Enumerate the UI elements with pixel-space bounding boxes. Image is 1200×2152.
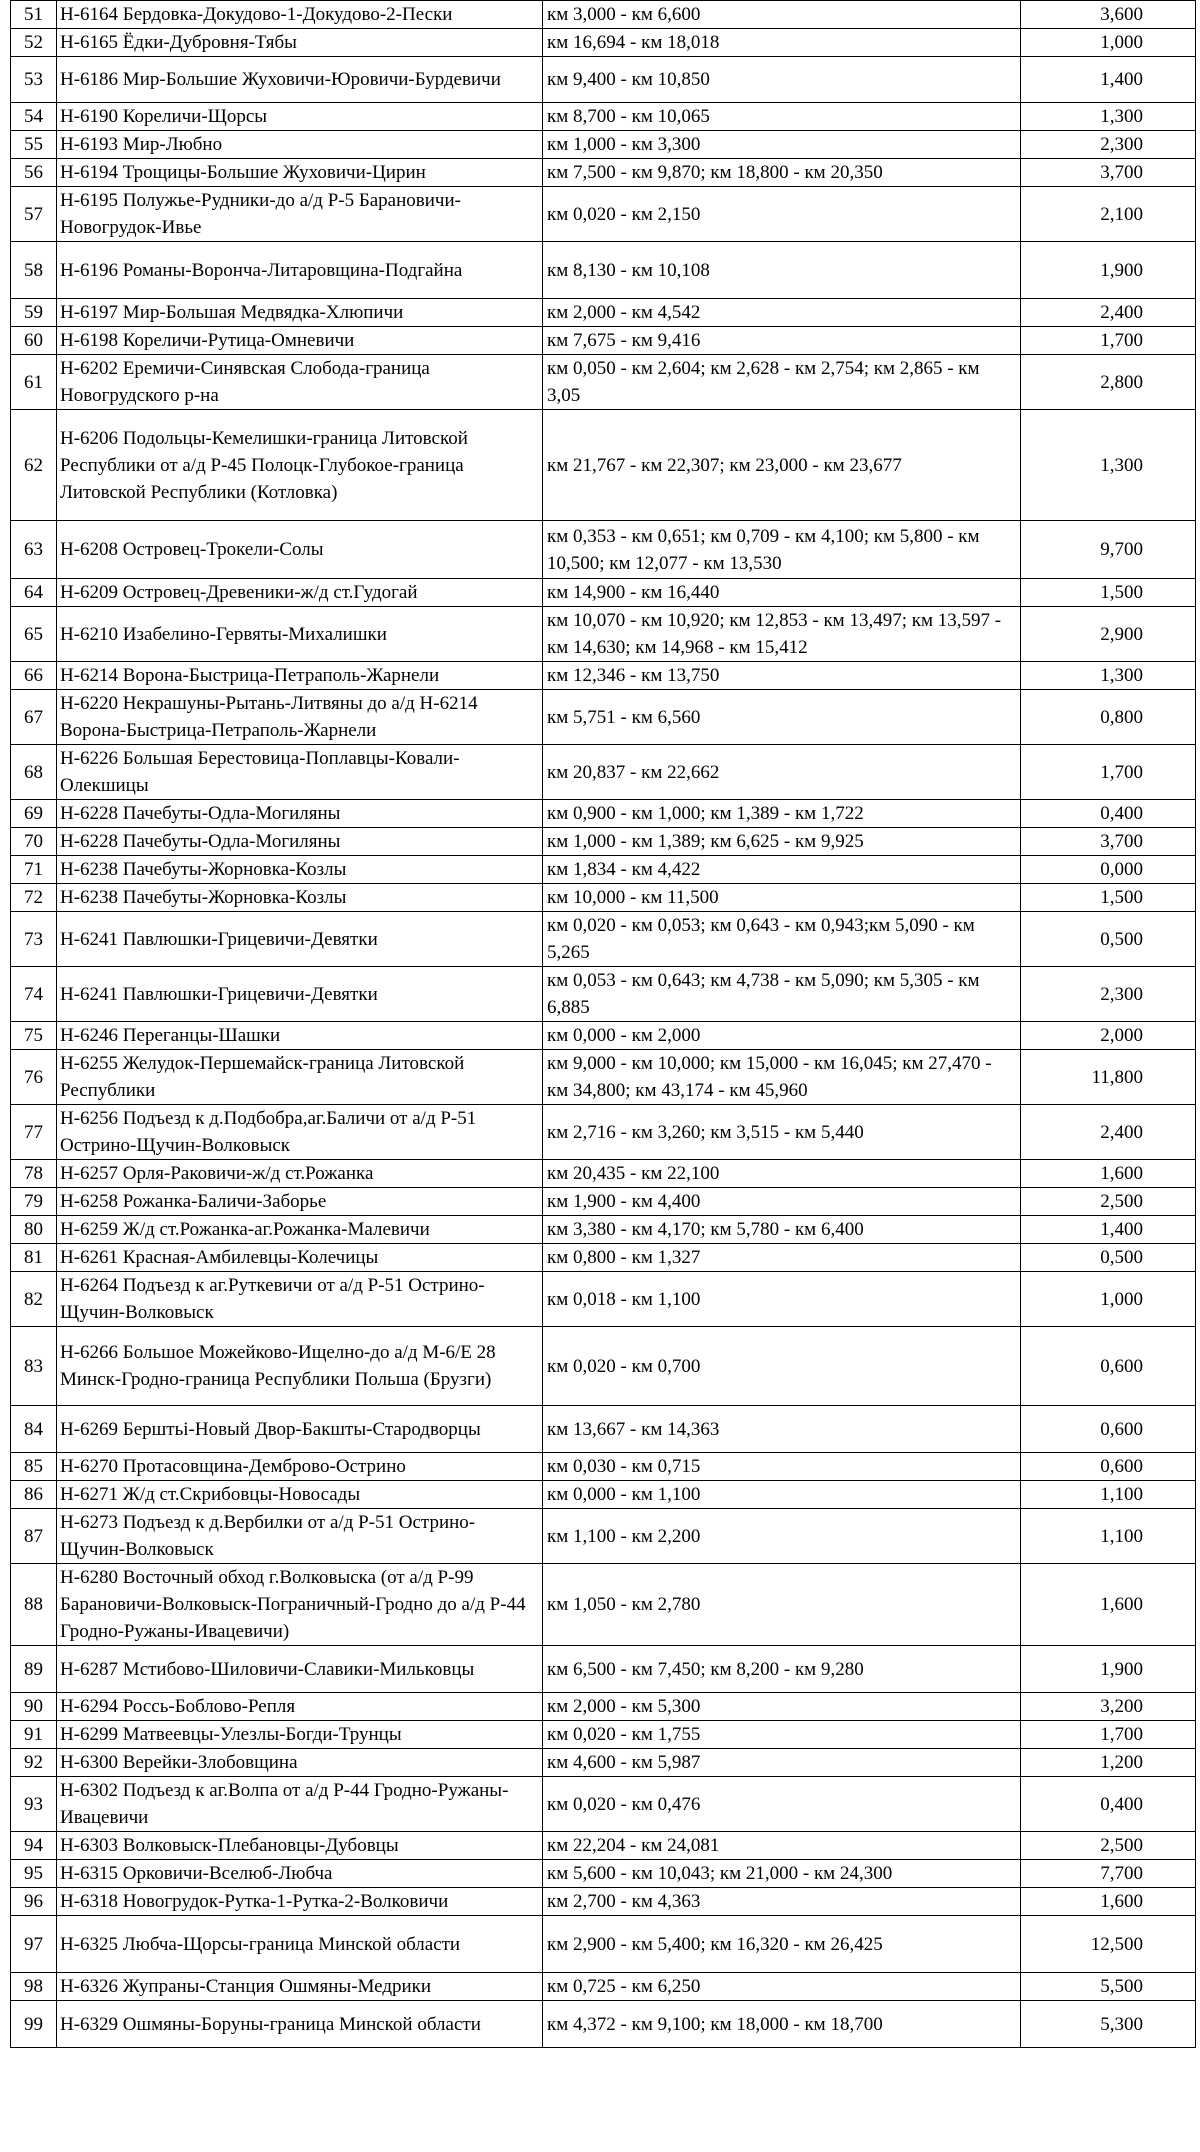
km-ranges: км 20,435 - км 22,100	[543, 1160, 1021, 1188]
length-value: 9,700	[1021, 521, 1196, 579]
km-ranges: км 0,020 - км 0,053; км 0,643 - км 0,943;км 5,090 - км 5,265	[543, 912, 1021, 967]
length-value: 7,700	[1021, 1860, 1196, 1888]
table-row	[11, 607, 1196, 662]
row-number: 54	[11, 103, 57, 131]
km-ranges: км 0,053 - км 0,643; км 4,738 - км 5,090; км 5,305 - км 6,885	[543, 967, 1021, 1022]
table-row	[11, 1860, 1196, 1888]
table-row	[11, 1481, 1196, 1509]
length-value: 1,500	[1021, 579, 1196, 607]
length-value: 0,500	[1021, 912, 1196, 967]
km-ranges: км 13,667 - км 14,363	[543, 1406, 1021, 1453]
km-ranges: км 3,000 - км 6,600	[543, 1, 1021, 29]
road-name: Н-6287 Мстибово-Шиловичи-Славики-Мильковцы	[57, 1646, 543, 1693]
length-value: 11,800	[1021, 1050, 1196, 1105]
table-row	[11, 1022, 1196, 1050]
length-value: 1,600	[1021, 1160, 1196, 1188]
road-name: Н-6280 Восточный обход г.Волковыска (от а/д Р-99 Барановичи-Волковыск-Пограничный-Гродно до а/д Р-44 Гродно-Ружаны-Ивацевичи)	[57, 1564, 543, 1646]
row-number: 91	[11, 1721, 57, 1749]
table-row	[11, 1888, 1196, 1916]
km-ranges: км 1,834 - км 4,422	[543, 856, 1021, 884]
length-value: 3,700	[1021, 828, 1196, 856]
length-value: 1,600	[1021, 1564, 1196, 1646]
table-row	[11, 1050, 1196, 1105]
km-ranges: км 0,900 - км 1,000; км 1,389 - км 1,722	[543, 800, 1021, 828]
row-number: 73	[11, 912, 57, 967]
table-row	[11, 1216, 1196, 1244]
table-row	[11, 690, 1196, 745]
km-ranges: км 9,400 - км 10,850	[543, 57, 1021, 103]
road-name: Н-6303 Волковыск-Плебановцы-Дубовцы	[57, 1832, 543, 1860]
row-number: 92	[11, 1749, 57, 1777]
road-name: Н-6256 Подъезд к д.Подбобра,аг.Баличи от а/д Р-51 Остринo-Щучин-Волковыск	[57, 1105, 543, 1160]
row-number: 59	[11, 299, 57, 327]
road-name: Н-6190 Кореличи-Щорсы	[57, 103, 543, 131]
row-number: 87	[11, 1509, 57, 1564]
length-value: 0,600	[1021, 1327, 1196, 1406]
road-name: Н-6164 Бердовка-Докудово-1-Докудово-2-Пески	[57, 1, 543, 29]
table-row	[11, 2001, 1196, 2048]
table-row	[11, 1272, 1196, 1327]
length-value: 1,200	[1021, 1749, 1196, 1777]
row-number: 77	[11, 1105, 57, 1160]
km-ranges: км 7,500 - км 9,870; км 18,800 - км 20,350	[543, 159, 1021, 187]
table-row	[11, 1749, 1196, 1777]
length-value: 1,700	[1021, 327, 1196, 355]
road-name: Н-6246 Переганцы-Шашки	[57, 1022, 543, 1050]
km-ranges: км 0,018 - км 1,100	[543, 1272, 1021, 1327]
length-value: 2,800	[1021, 355, 1196, 410]
row-number: 63	[11, 521, 57, 579]
length-value: 1,900	[1021, 242, 1196, 299]
table-row	[11, 1453, 1196, 1481]
road-name: Н-6318 Новогрудок-Рутка-1-Рутка-2-Волковичи	[57, 1888, 543, 1916]
km-ranges: км 1,000 - км 1,389; км 6,625 - км 9,925	[543, 828, 1021, 856]
length-value: 0,400	[1021, 800, 1196, 828]
road-name: Н-6238 Пачебуты-Жорновка-Козлы	[57, 884, 543, 912]
table-row	[11, 579, 1196, 607]
row-number: 57	[11, 187, 57, 242]
length-value: 2,400	[1021, 299, 1196, 327]
km-ranges: км 2,900 - км 5,400; км 16,320 - км 26,425	[543, 1916, 1021, 1973]
km-ranges: км 2,716 - км 3,260; км 3,515 - км 5,440	[543, 1105, 1021, 1160]
road-name: Н-6186 Мир-Большие Жуховичи-Юровичи-Бурдевичи	[57, 57, 543, 103]
table-row	[11, 1244, 1196, 1272]
length-value: 0,000	[1021, 856, 1196, 884]
row-number: 65	[11, 607, 57, 662]
road-name: Н-6302 Подъезд к аг.Волпа от а/д Р-44 Гродно-Ружаны-Ивацевичи	[57, 1777, 543, 1832]
road-name: Н-6300 Верейки-Злобовщина	[57, 1749, 543, 1777]
length-value: 3,600	[1021, 1, 1196, 29]
km-ranges: км 4,600 - км 5,987	[543, 1749, 1021, 1777]
road-name: Н-6238 Пачебуты-Жорновка-Козлы	[57, 856, 543, 884]
row-number: 78	[11, 1160, 57, 1188]
table-row	[11, 1721, 1196, 1749]
km-ranges: км 2,000 - км 4,542	[543, 299, 1021, 327]
table-row	[11, 662, 1196, 690]
road-name: Н-6270 Протасовщина-Демброво-Остринo	[57, 1453, 543, 1481]
table-row	[11, 355, 1196, 410]
km-ranges: км 0,000 - км 2,000	[543, 1022, 1021, 1050]
road-name: Н-6241 Павлюшки-Грицевичи-Девятки	[57, 967, 543, 1022]
table-row	[11, 1105, 1196, 1160]
table-row	[11, 1832, 1196, 1860]
road-name: Н-6208 Островец-Трокели-Солы	[57, 521, 543, 579]
row-number: 98	[11, 1973, 57, 2001]
length-value: 1,700	[1021, 745, 1196, 800]
length-value: 1,100	[1021, 1509, 1196, 1564]
row-number: 58	[11, 242, 57, 299]
km-ranges: км 1,100 - км 2,200	[543, 1509, 1021, 1564]
table-row	[11, 1693, 1196, 1721]
km-ranges: км 10,000 - км 11,500	[543, 884, 1021, 912]
row-number: 74	[11, 967, 57, 1022]
table-row	[11, 57, 1196, 103]
length-value: 1,900	[1021, 1646, 1196, 1693]
length-value: 1,300	[1021, 662, 1196, 690]
length-value: 2,900	[1021, 607, 1196, 662]
table-row	[11, 745, 1196, 800]
length-value: 1,000	[1021, 1272, 1196, 1327]
km-ranges: км 0,020 - км 2,150	[543, 187, 1021, 242]
km-ranges: км 5,600 - км 10,043; км 21,000 - км 24,300	[543, 1860, 1021, 1888]
length-value: 0,800	[1021, 690, 1196, 745]
km-ranges: км 7,675 - км 9,416	[543, 327, 1021, 355]
row-number: 51	[11, 1, 57, 29]
km-ranges: км 0,020 - км 0,476	[543, 1777, 1021, 1832]
road-name: Н-6206 Подольцы-Кемелишки-граница Литовской Республики от а/д Р-45 Полоцк-Глубокое-граница Литовской Республики (Котловка)	[57, 410, 543, 521]
length-value: 1,100	[1021, 1481, 1196, 1509]
km-ranges: км 1,000 - км 3,300	[543, 131, 1021, 159]
km-ranges: км 22,204 - км 24,081	[543, 1832, 1021, 1860]
km-ranges: км 4,372 - км 9,100; км 18,000 - км 18,700	[543, 2001, 1021, 2048]
road-name: Н-6266 Большое Можейково-Ищелно-до а/д М-6/Е 28 Минск-Гродно-граница Республики Польша (Брузги)	[57, 1327, 543, 1406]
row-number: 90	[11, 1693, 57, 1721]
length-value: 12,500	[1021, 1916, 1196, 1973]
road-name: Н-6195 Полужье-Рудники-до а/д Р-5 Барановичи-Новогрудок-Ивье	[57, 187, 543, 242]
table-row	[11, 1777, 1196, 1832]
road-name: Н-6315 Орковичи-Вселюб-Любча	[57, 1860, 543, 1888]
row-number: 83	[11, 1327, 57, 1406]
length-value: 0,500	[1021, 1244, 1196, 1272]
road-name: Н-6299 Матвеевцы-Улезлы-Богди-Трунцы	[57, 1721, 543, 1749]
length-value: 2,300	[1021, 131, 1196, 159]
road-name: Н-6269 Берштьi-Новый Двор-Бакшты-Стародворцы	[57, 1406, 543, 1453]
km-ranges: км 14,900 - км 16,440	[543, 579, 1021, 607]
length-value: 0,600	[1021, 1406, 1196, 1453]
km-ranges: км 20,837 - км 22,662	[543, 745, 1021, 800]
table-row	[11, 187, 1196, 242]
road-name: Н-6196 Романы-Ворончa-Литаровщина-Подгайна	[57, 242, 543, 299]
road-name: Н-6197 Мир-Большая Медвядка-Хлюпичи	[57, 299, 543, 327]
row-number: 60	[11, 327, 57, 355]
row-number: 89	[11, 1646, 57, 1693]
row-number: 81	[11, 1244, 57, 1272]
length-value: 0,600	[1021, 1453, 1196, 1481]
road-name: Н-6220 Некрашуны-Рытань-Литвяны до а/д Н-6214 Ворона-Быстрица-Петраполь-Жарнели	[57, 690, 543, 745]
row-number: 84	[11, 1406, 57, 1453]
road-name: Н-6257 Орля-Раковичи-ж/д ст.Рожанка	[57, 1160, 543, 1188]
table-row	[11, 912, 1196, 967]
table-row	[11, 299, 1196, 327]
km-ranges: км 0,050 - км 2,604; км 2,628 - км 2,754; км 2,865 - км 3,05	[543, 355, 1021, 410]
row-number: 96	[11, 1888, 57, 1916]
table-row	[11, 800, 1196, 828]
road-name: Н-6294 Россь-Боблово-Репля	[57, 1693, 543, 1721]
length-value: 5,500	[1021, 1973, 1196, 2001]
road-name: Н-6271 Ж/д ст.Скрибовцы-Новосады	[57, 1481, 543, 1509]
km-ranges: км 21,767 - км 22,307; км 23,000 - км 23,677	[543, 410, 1021, 521]
table-row	[11, 103, 1196, 131]
row-number: 61	[11, 355, 57, 410]
row-number: 85	[11, 1453, 57, 1481]
km-ranges: км 8,130 - км 10,108	[543, 242, 1021, 299]
table-row	[11, 159, 1196, 187]
road-name: Н-6329 Ошмяны-Боруны-граница Минской области	[57, 2001, 543, 2048]
row-number: 72	[11, 884, 57, 912]
road-name: Н-6214 Ворона-Быстрица-Петраполь-Жарнели	[57, 662, 543, 690]
row-number: 88	[11, 1564, 57, 1646]
km-ranges: км 0,725 - км 6,250	[543, 1973, 1021, 2001]
road-name: Н-6261 Красная-Амбилевцы-Колечицы	[57, 1244, 543, 1272]
length-value: 2,000	[1021, 1022, 1196, 1050]
km-ranges: км 0,800 - км 1,327	[543, 1244, 1021, 1272]
table-row	[11, 1, 1196, 29]
length-value: 2,500	[1021, 1832, 1196, 1860]
km-ranges: км 3,380 - км 4,170; км 5,780 - км 6,400	[543, 1216, 1021, 1244]
row-number: 71	[11, 856, 57, 884]
row-number: 95	[11, 1860, 57, 1888]
km-ranges: км 1,900 - км 4,400	[543, 1188, 1021, 1216]
road-name: Н-6228 Пачебуты-Одла-Могиляны	[57, 800, 543, 828]
road-name: Н-6325 Любча-Щорсы-граница Минской области	[57, 1916, 543, 1973]
table-row	[11, 1564, 1196, 1646]
row-number: 94	[11, 1832, 57, 1860]
length-value: 1,400	[1021, 57, 1196, 103]
road-name: Н-6264 Подъезд к аг.Руткевичи от а/д Р-51 Остринo-Щучин-Волковыск	[57, 1272, 543, 1327]
row-number: 56	[11, 159, 57, 187]
table-row	[11, 1188, 1196, 1216]
table-row	[11, 1646, 1196, 1693]
table-row	[11, 856, 1196, 884]
table-row	[11, 1327, 1196, 1406]
road-name: Н-6273 Подъезд к д.Вербилки от а/д Р-51 Остринo-Щучин-Волковыск	[57, 1509, 543, 1564]
length-value: 3,700	[1021, 159, 1196, 187]
row-number: 69	[11, 800, 57, 828]
road-name: Н-6193 Мир-Любно	[57, 131, 543, 159]
row-number: 82	[11, 1272, 57, 1327]
length-value: 2,400	[1021, 1105, 1196, 1160]
road-name: Н-6165 Ёдки-Дубровня-Тябы	[57, 29, 543, 57]
length-value: 1,600	[1021, 1888, 1196, 1916]
row-number: 93	[11, 1777, 57, 1832]
km-ranges: км 0,020 - км 1,755	[543, 1721, 1021, 1749]
table-row	[11, 884, 1196, 912]
road-sections-table	[10, 0, 1196, 2048]
table-body	[11, 1, 1196, 2048]
road-name: Н-6326 Жупраны-Станция Ошмяны-Медрики	[57, 1973, 543, 2001]
length-value: 1,300	[1021, 410, 1196, 521]
table-row	[11, 521, 1196, 579]
row-number: 80	[11, 1216, 57, 1244]
km-ranges: км 8,700 - км 10,065	[543, 103, 1021, 131]
road-name: Н-6210 Изабелино-Гервяты-Михалишки	[57, 607, 543, 662]
km-ranges: км 9,000 - км 10,000; км 15,000 - км 16,045; км 27,470 - км 34,800; км 43,174 - км 45,960	[543, 1050, 1021, 1105]
km-ranges: км 16,694 - км 18,018	[543, 29, 1021, 57]
table-row	[11, 131, 1196, 159]
table-row	[11, 1509, 1196, 1564]
length-value: 1,700	[1021, 1721, 1196, 1749]
table-row	[11, 327, 1196, 355]
row-number: 62	[11, 410, 57, 521]
km-ranges: км 0,020 - км 0,700	[543, 1327, 1021, 1406]
table-row	[11, 967, 1196, 1022]
row-number: 79	[11, 1188, 57, 1216]
row-number: 66	[11, 662, 57, 690]
road-name: Н-6255 Желудок-Першемайск-граница Литовской Республики	[57, 1050, 543, 1105]
length-value: 2,100	[1021, 187, 1196, 242]
km-ranges: км 1,050 - км 2,780	[543, 1564, 1021, 1646]
length-value: 1,500	[1021, 884, 1196, 912]
km-ranges: км 0,000 - км 1,100	[543, 1481, 1021, 1509]
length-value: 3,200	[1021, 1693, 1196, 1721]
table-row	[11, 242, 1196, 299]
road-name: Н-6194 Трощицы-Большие Жуховичи-Цирин	[57, 159, 543, 187]
row-number: 76	[11, 1050, 57, 1105]
road-name: Н-6202 Еремичи-Синявская Слобода-граница Новогрудского р-на	[57, 355, 543, 410]
length-value: 2,300	[1021, 967, 1196, 1022]
row-number: 53	[11, 57, 57, 103]
km-ranges: км 0,353 - км 0,651; км 0,709 - км 4,100; км 5,800 - км 10,500; км 12,077 - км 13,530	[543, 521, 1021, 579]
km-ranges: км 12,346 - км 13,750	[543, 662, 1021, 690]
road-name: Н-6241 Павлюшки-Грицевичи-Девятки	[57, 912, 543, 967]
km-ranges: км 2,700 - км 4,363	[543, 1888, 1021, 1916]
table-row	[11, 1406, 1196, 1453]
length-value: 1,300	[1021, 103, 1196, 131]
row-number: 67	[11, 690, 57, 745]
table-row	[11, 1160, 1196, 1188]
road-name: Н-6228 Пачебуты-Одла-Могиляны	[57, 828, 543, 856]
road-name: Н-6259 Ж/д ст.Рожанка-аг.Рожанка-Малевичи	[57, 1216, 543, 1244]
row-number: 99	[11, 2001, 57, 2048]
table-row	[11, 410, 1196, 521]
km-ranges: км 6,500 - км 7,450; км 8,200 - км 9,280	[543, 1646, 1021, 1693]
length-value: 1,400	[1021, 1216, 1196, 1244]
row-number: 64	[11, 579, 57, 607]
length-value: 2,500	[1021, 1188, 1196, 1216]
km-ranges: км 5,751 - км 6,560	[543, 690, 1021, 745]
road-name: Н-6226 Большая Берестовица-Поплавцы-Ковали-Олекшицы	[57, 745, 543, 800]
road-name: Н-6258 Рожанка-Баличи-Заборье	[57, 1188, 543, 1216]
row-number: 97	[11, 1916, 57, 1973]
row-number: 70	[11, 828, 57, 856]
length-value: 0,400	[1021, 1777, 1196, 1832]
road-name: Н-6209 Островец-Древеники-ж/д ст.Гудогай	[57, 579, 543, 607]
length-value: 1,000	[1021, 29, 1196, 57]
km-ranges: км 2,000 - км 5,300	[543, 1693, 1021, 1721]
table-row	[11, 1973, 1196, 2001]
row-number: 86	[11, 1481, 57, 1509]
road-name: Н-6198 Кореличи-Рутица-Омневичи	[57, 327, 543, 355]
row-number: 68	[11, 745, 57, 800]
km-ranges: км 0,030 - км 0,715	[543, 1453, 1021, 1481]
table-row	[11, 1916, 1196, 1973]
km-ranges: км 10,070 - км 10,920; км 12,853 - км 13,497; км 13,597 - км 14,630; км 14,968 - км 15,412	[543, 607, 1021, 662]
row-number: 52	[11, 29, 57, 57]
length-value: 5,300	[1021, 2001, 1196, 2048]
table-row	[11, 828, 1196, 856]
row-number: 75	[11, 1022, 57, 1050]
row-number: 55	[11, 131, 57, 159]
table-row	[11, 29, 1196, 57]
